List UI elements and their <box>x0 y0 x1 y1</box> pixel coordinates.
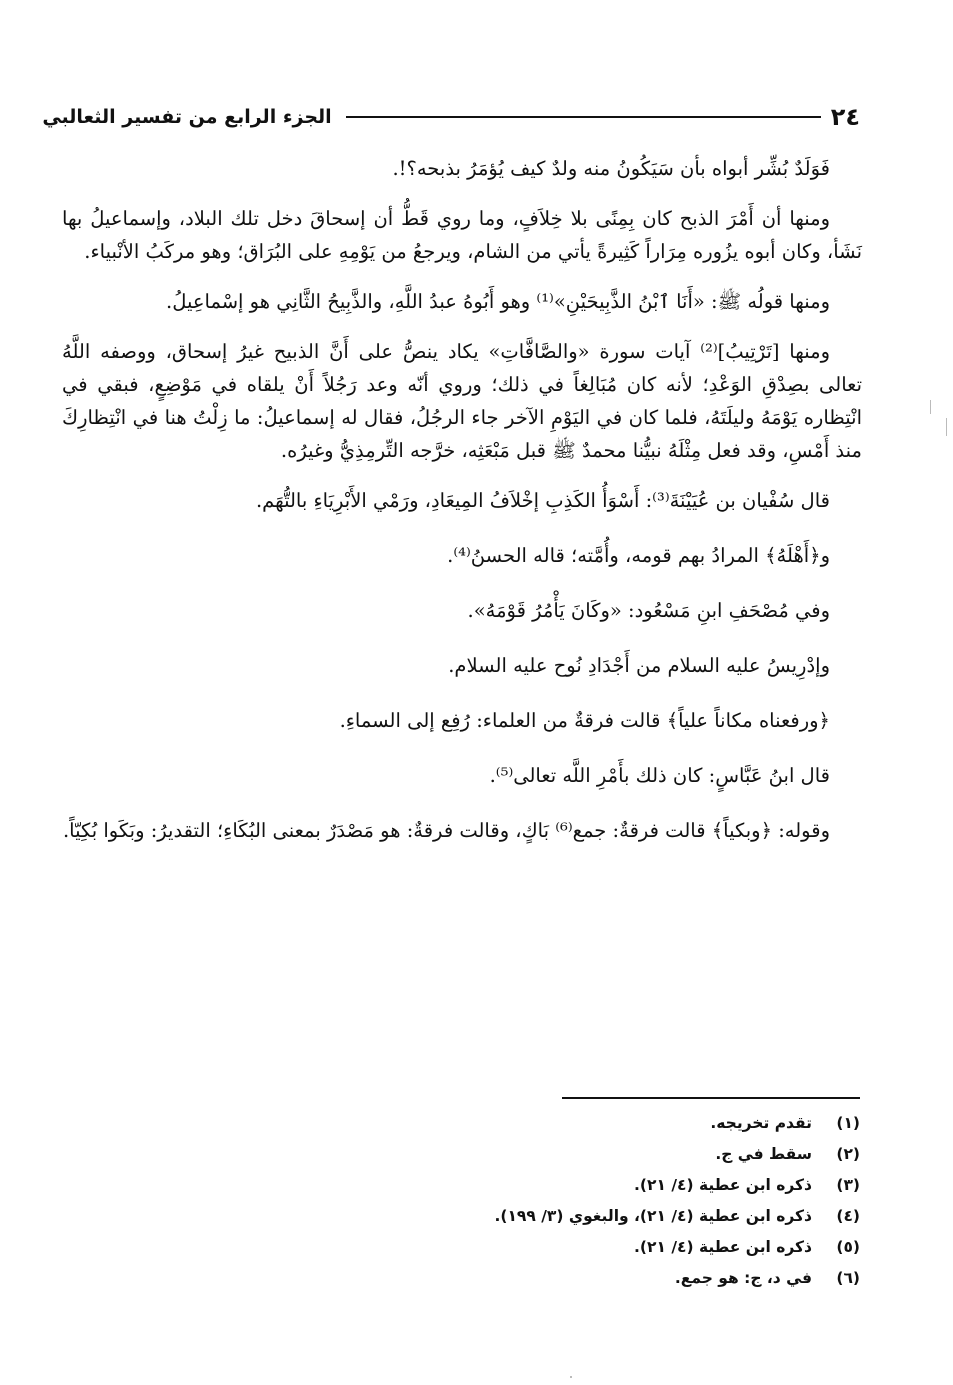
footnote-item <box>62 1139 862 1170</box>
paragraph-3: ومنها قولُه ﷺ: «أَنَا ٱبْنُ الذَّبِيحَيْنِ»⁽¹⁾ وهو أَبُوهُ عبدُ اللَّهِ، والذَّبِيحُ الثَّانِي هو إسْماعِيلُ. <box>166 290 830 313</box>
footnote-text: ذكره ابن عطية (٤/ ٢١). <box>634 1238 812 1256</box>
paragraph-7: وفي مُصْحَفِ ابنِ مَسْعُود: «وكَانَ يَأْمُرُ قَوْمَهُ». <box>467 599 830 622</box>
scan-speck <box>946 418 947 436</box>
footnote-item <box>62 1108 862 1139</box>
paragraph-4: ومنها [تَرْتِيبُ]⁽²⁾ آيات سورة «والصَّافَّاتِ» يكاد ينصُّ على أَنَّ الذبيح غيرُ إسحاق، ووصفه اللَّهُ تعالى بصِدْقِ الوَعْدِ؛ لأنه كان مُبَالِغاً في ذلك؛ وروي أنّه وعد رَجُلاً أَنْ يلقاه في مَوْضِعٍ، فبقي في انْتِظاره يَوْمَهُ وليلَتَهُ، فلما كان في اليَوْمِ الآخر جاء الرجُلُ، فقال له إسماعيلُ: ما زِلْتُ هنا في انْتِظارِكَ منذ أَمْسِ، وقد فعل مِثْلَهُ نبيُّنا محمدٌ ﷺ قبل مَبْعَثِه، خرَّجه التِّرمِذِيُّ وغيرُه. <box>62 340 862 462</box>
footnote-number: (١) <box>836 1114 860 1132</box>
header-rule <box>346 116 821 118</box>
scan-speck <box>930 400 931 414</box>
paragraph-10: قال ابنُ عَبَّاسٍ: كان ذلك بأَمْرِ اللَّه تعالى⁽⁵⁾. <box>489 764 830 787</box>
paragraph-1: فَوَلَدٌ بُشِّر أبواه بأن سَيَكُونُ منه ولدٌ كيف يُؤمَرُ بذبحه؟!. <box>392 157 830 180</box>
footnote-text: ذكره ابن عطية (٤/ ٢١)، والبغوي (٣/ ١٩٩). <box>494 1207 812 1225</box>
paragraph-11: وقوله: ﴿وبكياً﴾ قالت فرقةٌ: جمع⁽⁶⁾ بَاكٍ، وقالت فرقةٌ: هو مَصْدَرٌ بمعنى البُكَاءِ؛ التقديرُ: وبَكَوا بُكِيّاً. <box>62 819 830 842</box>
footnote-rule <box>562 1097 860 1099</box>
footnote-item <box>62 1263 862 1294</box>
footnote-item <box>62 1232 862 1263</box>
footnote-item <box>62 1201 862 1232</box>
main-text <box>62 152 862 864</box>
footnote-number: (٥) <box>836 1238 860 1256</box>
footnote-text: ذكره ابن عطية (٤/ ٢١). <box>634 1176 812 1194</box>
footnote-item <box>62 1170 862 1201</box>
running-header <box>42 92 860 142</box>
footnote-number: (٤) <box>836 1207 860 1225</box>
footnotes <box>62 1108 862 1294</box>
footnote-number: (٣) <box>836 1176 860 1194</box>
footnote-number: (٦) <box>836 1269 860 1287</box>
footnote-text: سقط في ج. <box>715 1145 812 1163</box>
paragraph-2: ومنها أن أَمْرَ الذبح كان بِمِنًى بلا خِلاَفٍ، وما روي قَطُّ أن إسحاقَ دخل تلك البلاد، وإسماعيلُ بها نَشَأ، وكان أبوه يزُوره مِرَاراً كَثِيرةً يأتي من الشام، ويرجعُ من يَوْمِهِ على البُرَاق؛ وهو مركَبُ الأنْبياء. <box>62 207 862 263</box>
paragraph-8: وإدْرِيسُ عليه السلام من أَجْدَادِ نُوح عليه السلام. <box>448 654 830 677</box>
footnote-text: تقدم تخريجه. <box>710 1114 812 1132</box>
page-number: ٢٤ <box>830 103 860 131</box>
running-title: الجزء الرابع من تفسير الثعالبي <box>42 106 332 128</box>
paragraph-6: و﴿أَهْلَهُ﴾ المرادُ بهم قومه، وأُمَّته؛ قاله الحسنُ⁽⁴⁾. <box>447 544 830 567</box>
footnote-number: (٢) <box>836 1145 860 1163</box>
paragraph-9: ﴿ورفعناه مكاناً علياً﴾ قالت فرقةٌ من العلماء: رُفِع إلى السماءِ. <box>339 709 830 732</box>
footnote-text: في د، ج: هو جمع. <box>674 1269 812 1287</box>
scan-speck <box>570 1376 572 1378</box>
paragraph-5: قال سُفْيان بن عُيَيْنَةَ⁽³⁾: أَسْوَأُ الكَذِبِ إخْلاَفُ المِيعَادِ، ورَمْي الأَبْرِيَاءِ بالتُّهَم. <box>255 489 830 512</box>
